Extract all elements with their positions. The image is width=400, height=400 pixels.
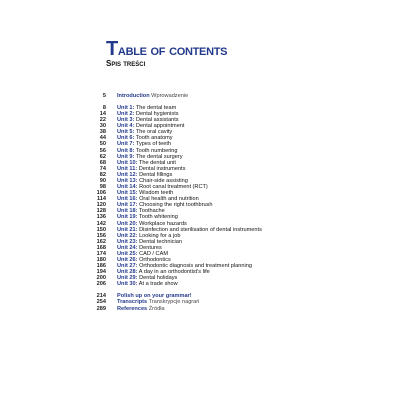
toc-unit-label: Unit 4: — [117, 123, 135, 130]
toc-unit-title: Root canal treatment (RCT) — [137, 184, 208, 191]
toc-page-number: 14 — [99, 111, 106, 118]
toc-page-number: 90 — [99, 177, 106, 184]
toc-section-translation: Transkrypcje nagrań — [147, 299, 200, 306]
toc-page-number: 62 — [99, 153, 106, 160]
toc-unit-label: Unit 27: — [117, 263, 138, 270]
toc-page-number: 156 — [96, 232, 106, 239]
toc-unit-label: Unit 18: — [117, 208, 138, 215]
toc-unit-title: Oral health and nutrition — [137, 196, 199, 203]
toc-unit-label: Unit 13: — [117, 177, 138, 184]
toc-page-number: 168 — [96, 244, 106, 251]
toc-unit-label: Unit 24: — [117, 244, 138, 251]
toc-page-number: 114 — [96, 196, 106, 203]
toc-page-number: 136 — [96, 214, 106, 221]
toc-page-number: 30 — [99, 123, 106, 130]
toc-page-number: 98 — [99, 184, 106, 191]
toc-unit-label: Unit 7: — [117, 141, 135, 148]
toc-page-number: 174 — [96, 250, 106, 257]
toc-unit-title: Dental appointment — [134, 123, 185, 130]
toc-entry-text — [117, 92, 188, 100]
toc-unit-title: Dental fillings — [137, 171, 173, 178]
toc-unit-title: Dental holidays — [137, 275, 178, 282]
toc-page-number: 50 — [99, 141, 106, 148]
toc-unit-label: Unit 14: — [117, 184, 138, 191]
toc-unit-label: Unit 6: — [117, 135, 135, 142]
toc-entry-text — [117, 305, 165, 313]
toc-unit-title: Tooth whitening — [137, 214, 178, 221]
toc-unit-title: Dental instruments — [137, 165, 186, 172]
toc-unit-label: Unit 21: — [117, 226, 138, 233]
toc-unit-title: Dental technician — [137, 238, 182, 245]
toc-unit-title: Workplace hazards — [137, 220, 187, 227]
toc-page-number: 106 — [96, 190, 106, 197]
toc-unit-label: Unit 8: — [117, 147, 135, 154]
toc-unit-label: Unit 1: — [117, 105, 135, 111]
toc-page-number: 214 — [96, 293, 106, 300]
toc-section-translation: Źródła — [147, 305, 165, 312]
toc-page-number: 38 — [99, 129, 106, 136]
toc-unit-label: Unit 12: — [117, 171, 138, 178]
toc-unit-label: Unit 17: — [117, 202, 138, 209]
toc-unit-title: At a trade show — [137, 281, 178, 288]
toc-page-number: 68 — [99, 159, 106, 166]
toc-page-number: 128 — [96, 208, 106, 215]
toc-unit-label: Unit 30: — [117, 281, 138, 288]
toc-page-number: 56 — [99, 147, 106, 154]
toc-unit-title: The dental surgery — [134, 153, 183, 160]
toc-unit-title: Types of teeth — [134, 141, 171, 148]
toc-page-number: 180 — [96, 257, 106, 263]
toc-page-number: 206 — [96, 281, 106, 288]
toc-page-number: 120 — [96, 202, 106, 209]
toc-page-number: 5 — [102, 93, 106, 99]
toc-unit-label: Unit 19: — [117, 214, 138, 221]
toc-unit-label: Unit 9: — [117, 153, 135, 160]
toc-unit-label: Unit 22: — [117, 232, 138, 239]
toc-page-number: 289 — [96, 305, 106, 312]
toc-page-number: 186 — [96, 263, 106, 270]
toc-unit-label: Unit 29: — [117, 275, 138, 282]
toc-unit-label: Unit 20: — [117, 220, 138, 227]
toc-unit-label: Unit 23: — [117, 238, 138, 245]
toc-page-number: 200 — [96, 275, 106, 282]
toc-unit-title: Tooth anatomy — [134, 135, 173, 142]
toc-page-number: 44 — [99, 135, 106, 142]
toc-unit-title: Dental assistants — [134, 117, 179, 124]
title-initial: T — [106, 38, 118, 60]
toc-unit-title: Toothache — [137, 208, 165, 215]
toc-unit-label: Unit 25: — [117, 250, 138, 257]
toc-unit-title: Dentures — [137, 244, 162, 251]
toc-unit-title: The dental unit — [137, 159, 176, 166]
toc-unit-title: CAD / CAM — [137, 250, 168, 257]
toc-unit-title: Dental hygienists — [134, 111, 179, 118]
toc-unit-label: Unit 2: — [117, 111, 135, 118]
toc-page-number: 254 — [96, 299, 106, 306]
toc-page-number: 150 — [96, 226, 106, 233]
toc-page-number: 22 — [99, 117, 106, 124]
toc-unit-title: Choosing the right toothbrush — [137, 202, 213, 209]
page-title — [106, 38, 227, 61]
toc-unit-title: Chair-side assisting — [137, 177, 188, 184]
toc-section-label: References — [117, 305, 148, 312]
toc-unit-title: Orthodontic diagnosis and treatment planning — [137, 263, 252, 270]
toc-unit-label: Unit 16: — [117, 196, 138, 203]
toc-unit-label: Unit 28: — [117, 269, 138, 276]
toc-section-label: Polish up on your grammar! — [117, 293, 192, 300]
toc-unit-title: The oral cavity — [134, 129, 173, 136]
toc-unit-title: Disinfection and sterilisation of dental instruments — [137, 226, 262, 233]
toc-unit-label: Unit 5: — [117, 129, 135, 136]
toc-unit-title: Orthodontics — [137, 257, 171, 263]
toc-page-number: 8 — [102, 105, 106, 111]
toc-unit-label: Unit 3: — [117, 117, 135, 124]
toc-unit-title: Wisdom teeth — [137, 190, 174, 197]
toc-unit-label: Unit 11: — [117, 165, 138, 172]
toc-unit-title: The dental team — [134, 105, 177, 111]
toc-page-number: 194 — [96, 269, 106, 276]
toc-unit-label: Unit 10: — [117, 159, 138, 166]
toc-page-number: 82 — [99, 171, 106, 178]
toc-unit-label: Unit 15: — [117, 190, 138, 197]
toc-unit-title: A day in an orthodontist's life — [137, 269, 210, 276]
toc-unit-title: Looking for a job — [137, 232, 181, 239]
toc-section-label: Introduction — [117, 93, 150, 99]
toc-page-number: 162 — [96, 238, 106, 245]
toc-page-number: 74 — [99, 165, 106, 172]
toc-section-label: Transcripts — [117, 299, 148, 306]
page-subtitle: Spis treści — [106, 59, 146, 68]
toc-unit-label: Unit 26: — [117, 257, 138, 263]
title-rest: able of contents — [117, 42, 228, 59]
toc-unit-title: Tooth numbering — [134, 147, 178, 154]
toc-page-number: 142 — [96, 220, 106, 227]
toc-entry-text — [117, 280, 178, 288]
toc-section-translation: Wprowadzenie — [149, 93, 189, 99]
